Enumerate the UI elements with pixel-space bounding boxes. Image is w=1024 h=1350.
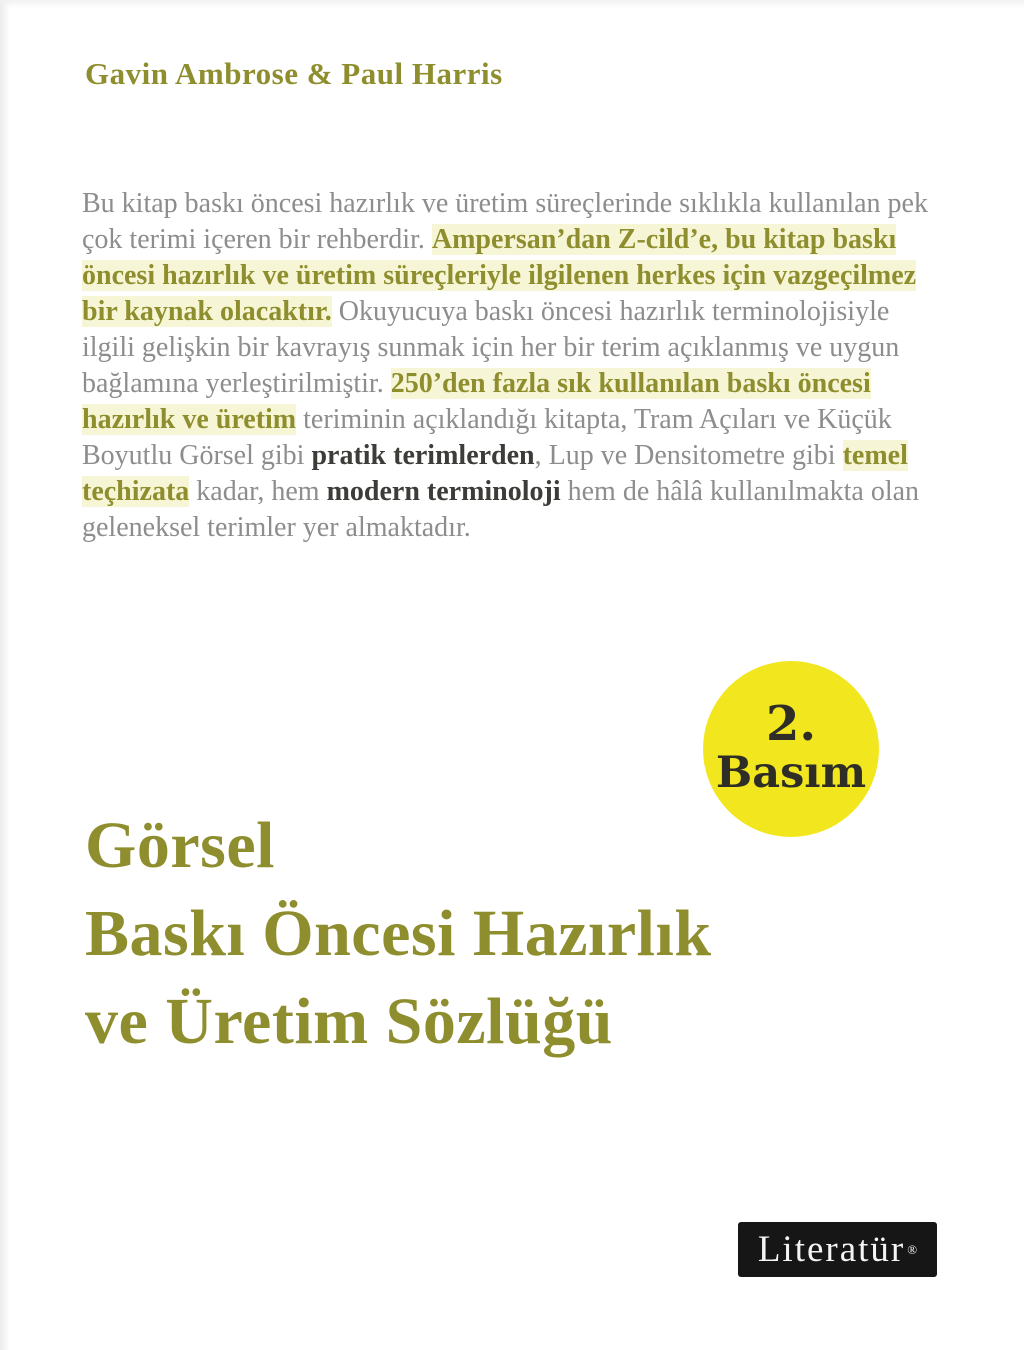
- description-segment: hem de hâlâ kullanılmakta olan geleneksel terimler yer almaktadır.: [82, 476, 920, 543]
- publisher-name: Literatür: [757, 1229, 906, 1270]
- description-segment: Bu kitap baskı öncesi hazırlık ve üretim süreçlerinde sıklıkla kullanılan pek çok terimi içeren bir rehberdir.: [82, 188, 928, 255]
- book-title-line-3: ve Üretim Sözlüğü: [85, 985, 613, 1058]
- description-segment: pratik terimlerden: [311, 440, 535, 471]
- edition-badge-label: Basım: [715, 748, 867, 798]
- book-title-line-1: Görsel: [85, 809, 275, 882]
- description-segment: Okuyucuya baskı öncesi hazırlık terminolojisiyle ilgili gelişkin bir kavrayış sunmak için her bir terim açıklanmış ve uygun bağlamına yerleştirilmiştir.: [82, 296, 900, 399]
- description-segment: kadar, hem: [189, 476, 327, 507]
- edition-badge-number: 2.: [765, 696, 817, 752]
- description-segment: 250’den fazla sık kullanılan baskı öncesi hazırlık ve üretim: [82, 368, 871, 435]
- publisher-logo: [738, 1222, 937, 1277]
- description-segment: modern terminoloji: [326, 476, 561, 507]
- description-segment: temel teçhizata: [82, 440, 908, 507]
- description-segment: Ampersan’dan Z-cild’e, bu kitap baskı öncesi hazırlık ve üretim süreçleriyle ilgilenen herkes için vazgeçilmez bir kaynak olacaktır.: [82, 224, 917, 327]
- book-title-line-2: Baskı Öncesi Hazırlık: [85, 897, 712, 970]
- description-segment: teriminin açıklandığı kitapta, Tram Açıları ve Küçük Boyutlu Görsel gibi: [82, 404, 892, 471]
- book-title: [85, 802, 712, 1066]
- description-segment: , Lup ve Densitometre gibi: [534, 440, 843, 471]
- edition-badge: [703, 661, 879, 837]
- author-line: Gavin Ambrose & Paul Harris: [85, 56, 503, 91]
- registered-trademark-icon: ®: [907, 1242, 918, 1257]
- description-paragraph: [82, 186, 944, 546]
